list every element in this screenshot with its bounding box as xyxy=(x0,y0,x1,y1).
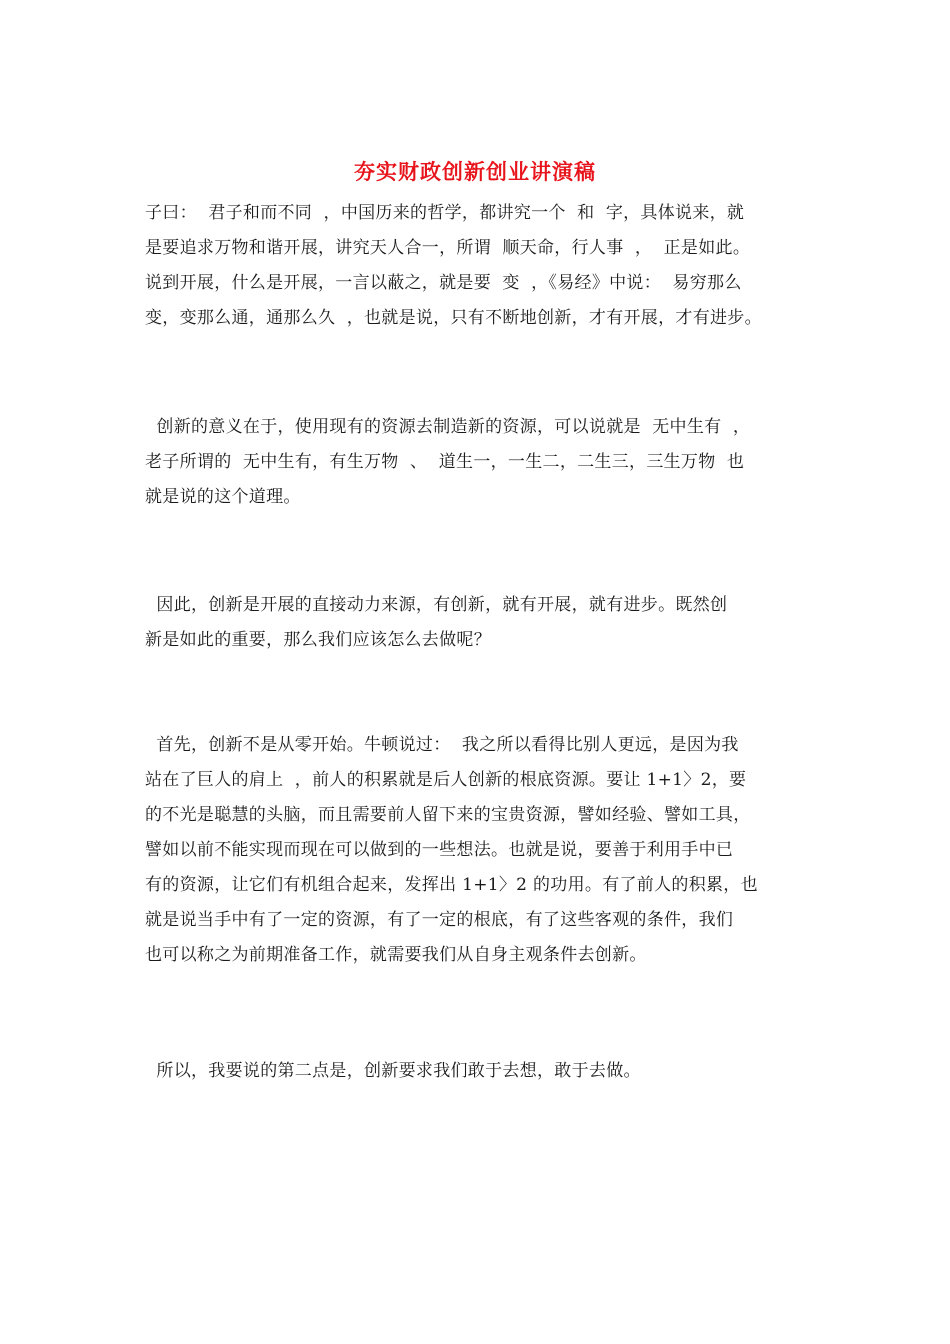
text-line: 就是说的这个道理。 xyxy=(145,487,301,507)
document-title: 夯实财政创新创业讲演稿 xyxy=(354,160,596,184)
text-line: 老子所谓的 无中生有，有生万物 、 道生一，一生二，二生三，三生万物 也 xyxy=(145,452,745,472)
text-line: 新是如此的重要，那么我们应该怎么去做呢？ xyxy=(145,630,491,650)
text-line: 变，变那么通，通那么久 ，也就是说，只有不断地创新，才有开展，才有进步。 xyxy=(145,308,762,328)
paragraph-4 xyxy=(145,728,815,973)
text-line: 首先，创新不是从零开始。牛顿说过： 我之所以看得比别人更远，是因为我 xyxy=(145,735,739,755)
paragraph-5 xyxy=(145,1054,815,1089)
paragraph-2 xyxy=(145,410,815,515)
text-line: 也可以称之为前期准备工作，就需要我们从自身主观条件去创新。 xyxy=(145,945,647,965)
paragraph-3 xyxy=(145,588,815,658)
text-line: 有的资源，让它们有机组合起来，发挥出 1+1〉2 的功用。有了前人的积累，也 xyxy=(145,875,758,895)
text-line: 的不光是聪慧的头脑，而且需要前人留下来的宝贵资源，譬如经验、譬如工具， xyxy=(145,805,751,825)
text-line: 说到开展，什么是开展，一言以蔽之，就是要 变 ，《易经》中说： 易穷那么 xyxy=(145,273,742,293)
text-line: 站在了巨人的肩上 ，前人的积累就是后人创新的根底资源。要让 1+1〉2，要 xyxy=(145,770,747,790)
text-line: 所以，我要说的第二点是，创新要求我们敢于去想，敢于去做。 xyxy=(145,1061,641,1081)
text-line: 是要追求万物和谐开展，讲究天人合一，所谓 顺天命，行人事 ， 正是如此。 xyxy=(145,238,751,258)
text-line: 创新的意义在于，使用现有的资源去制造新的资源，可以说就是 无中生有 ， xyxy=(145,417,751,437)
text-line: 譬如以前不能实现而现在可以做到的一些想法。也就是说，要善于利用手中已 xyxy=(145,840,734,860)
text-line: 子曰： 君子和而不同 ，中国历来的哲学，都讲究一个 和 字，具体说来，就 xyxy=(145,203,745,223)
text-line: 就是说当手中有了一定的资源，有了一定的根底，有了这些客观的条件，我们 xyxy=(145,910,734,930)
paragraph-1 xyxy=(145,196,815,336)
text-line: 因此，创新是开展的直接动力来源，有创新，就有开展，就有进步。既然创 xyxy=(145,595,728,615)
